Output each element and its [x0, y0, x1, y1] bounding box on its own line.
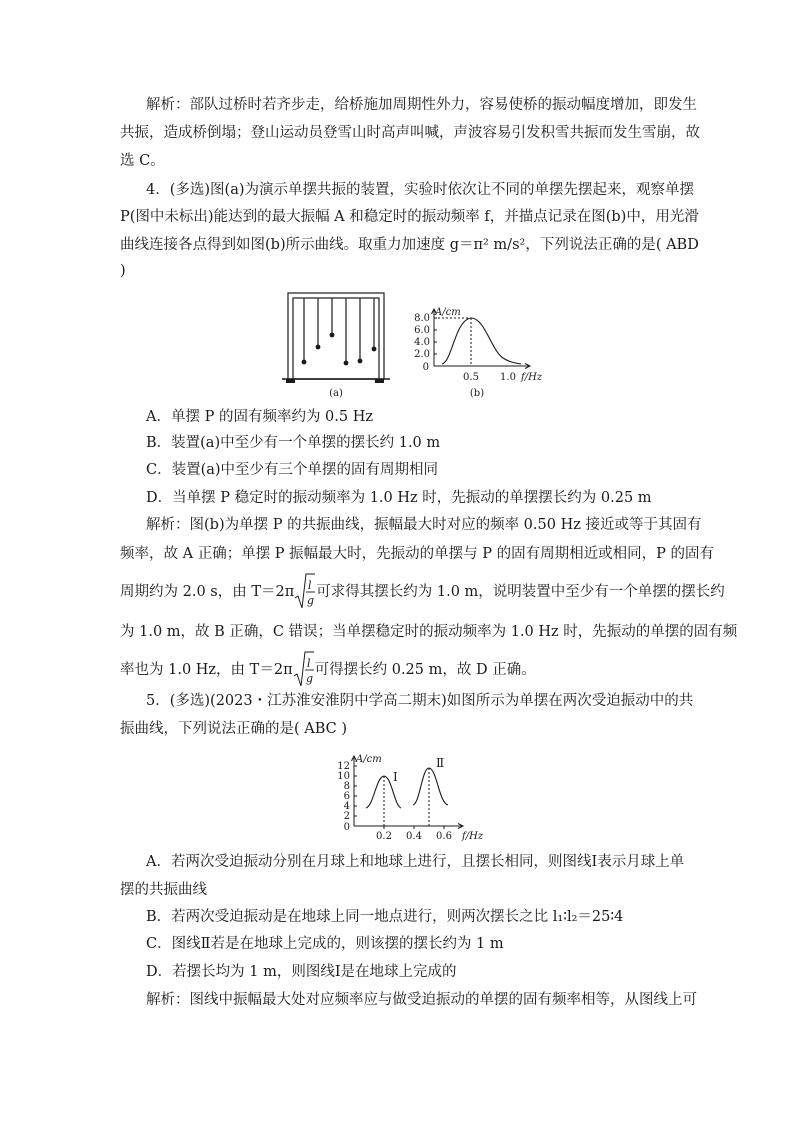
q5-fig-ytick: 6	[343, 791, 350, 802]
q4-analysis-line5	[120, 650, 536, 690]
sqrt-symbol	[293, 650, 315, 690]
q5-option-d: D．若摆长均为 1 m，则图线Ⅰ是在地球上完成的	[146, 964, 457, 980]
figure-a-caption: (a)	[329, 388, 343, 399]
q5-fig-ytick: 8	[343, 781, 350, 792]
q5-fig-ytick: 10	[337, 771, 350, 782]
curve-i-label: Ⅰ	[393, 770, 398, 784]
frame-outer	[288, 293, 384, 379]
fig-b-ytick: 0	[422, 362, 429, 373]
fig-b-xtick: 1.0	[500, 372, 516, 383]
q5-option-c: C．图线Ⅱ若是在地球上完成的，则该摆的摆长约为 1 m	[146, 936, 504, 952]
q5-fig-xlabel: f/Hz	[462, 831, 484, 842]
q4-analysis-line3	[120, 572, 725, 612]
fig-b-ylabel: A/cm	[435, 307, 461, 318]
fig-b-ytick: 4.0	[414, 337, 430, 348]
figure-b-caption: (b)	[469, 388, 485, 399]
figure-b-resonance-curve	[405, 306, 550, 402]
figure-a-pendulum-apparatus	[280, 288, 395, 400]
frac-numerator: l	[308, 579, 312, 592]
q4-option-c: C．装置(a)中至少有三个单摆的固有周期相同	[146, 462, 439, 478]
q4-analysis-line3-end: 可求得其摆长约为 1.0 m，说明装置中至少有一个单摆的摆长约	[316, 584, 725, 600]
q4-analysis-line1: 解析：图(b)为单摆 P 的共振曲线，振幅最大时对应的频率 0.50 Hz 接近或等于其固有	[146, 517, 702, 533]
q5-option-a-line2: 摆的共振曲线	[120, 882, 207, 898]
q5-stem-line1: 5．(多选)(2023・江苏淮安淮阴中学高二期末)如图所示为单摆在两次受迫振动中的共	[146, 693, 694, 709]
q4-analysis-line5-end: 可得摆长约 0.25 m，故 D 正确。	[314, 662, 536, 678]
fig-b-ytick: 8.0	[414, 313, 430, 324]
q5-fig-xtick: 0.4	[406, 831, 422, 842]
fig-b-xlabel: f/Hz	[521, 372, 543, 383]
q4-analysis-line5-start: 率也为 1.0 Hz，由 T＝2π	[120, 662, 293, 678]
q4-analysis-line2: 频率，故 A 正确；单摆 P 振幅最大时，先振动的单摆与 P 的固有周期相近或相同，P 的固有	[120, 546, 715, 562]
frac-numerator: l	[306, 657, 311, 670]
q4-analysis-line3-start: 周期约为 2.0 s，由 T＝2π	[120, 584, 295, 600]
q4-option-b: B．装置(a)中至少有一个单摆的摆长约 1.0 m	[146, 435, 441, 451]
q4-stem-line3: 曲线连接各点得到如图(b)所示曲线。取重力加速度 g＝π² m/s²，下列说法正确的是( ABD	[120, 237, 699, 253]
q3-analysis-line1: 解析：部队过桥时若齐步走，给桥施加周期性外力，容易使桥的振动幅度增加，即发生	[146, 97, 697, 113]
q5-stem-line2: 振曲线，下列说法正确的是( ABC )	[120, 721, 348, 737]
q4-stem-line4: )	[120, 263, 126, 279]
q5-analysis-line1: 解析：图线中振幅最大处对应频率应与做受迫振动的单摆的固有频率相等，从图线上可	[146, 992, 697, 1008]
fig-b-ytick: 2.0	[414, 349, 430, 360]
q5-option-b: B．若两次受迫振动是在地球上同一地点进行，则两次摆长之比 l₁∶l₂＝25∶4	[146, 909, 624, 925]
q5-fig-xtick: 0.2	[376, 831, 392, 842]
curve-ii-label: Ⅱ	[436, 756, 445, 770]
q3-analysis-line2: 共振，造成桥倒塌；登山运动员登雪山时高声叫喊，声波容易引发积雪共振而发生雪崩，故	[120, 125, 700, 141]
q4-stem-line2: P(图中未标出)能达到的最大振幅 A 和稳定时的振动频率 f，并描点记录在图(b)中，用光滑	[120, 209, 699, 225]
q5-fig-ytick: 4	[343, 801, 350, 812]
frac-denominator: g	[307, 594, 315, 607]
frac-denominator: g	[305, 672, 313, 685]
q5-fig-ylabel: A/cm	[356, 754, 382, 765]
q4-option-a: A．单摆 P 的固有频率约为 0.5 Hz	[146, 409, 374, 425]
q4-option-d: D．当单摆 P 稳定时的振动频率为 1.0 Hz 时，先振动的单摆摆长约为 0.25 m	[146, 490, 652, 506]
q5-fig-xtick: 0.6	[436, 831, 452, 842]
q5-fig-ytick: 0	[343, 822, 350, 833]
q5-fig-ytick: 12	[337, 761, 350, 772]
q5-option-a-line1: A．若两次受迫振动分别在月球上和地球上进行，且摆长相同，则图线Ⅰ表示月球上单	[146, 854, 685, 870]
q4-analysis-line4: 为 1.0 m，故 B 正确，C 错误；当单摆稳定时的振动频率为 1.0 Hz 时，先振动的单摆的固有频	[120, 624, 738, 640]
fig-b-xtick: 0.5	[463, 372, 479, 383]
q5-resonance-curves-figure	[330, 753, 490, 843]
sqrt-l-over-g	[294, 572, 316, 612]
sqrt-symbol	[294, 572, 316, 612]
q3-analysis-line3: 选 C。	[120, 153, 165, 169]
q5-fig-ytick: 2	[343, 811, 350, 822]
fig-b-ytick: 6.0	[414, 325, 430, 336]
sqrt-l-over-g	[293, 650, 315, 690]
frame-inner	[293, 298, 379, 379]
q4-stem-line1: 4．(多选)图(a)为演示单摆共振的装置，实验时依次让不同的单摆先摆起来，观察单摆	[146, 182, 694, 198]
